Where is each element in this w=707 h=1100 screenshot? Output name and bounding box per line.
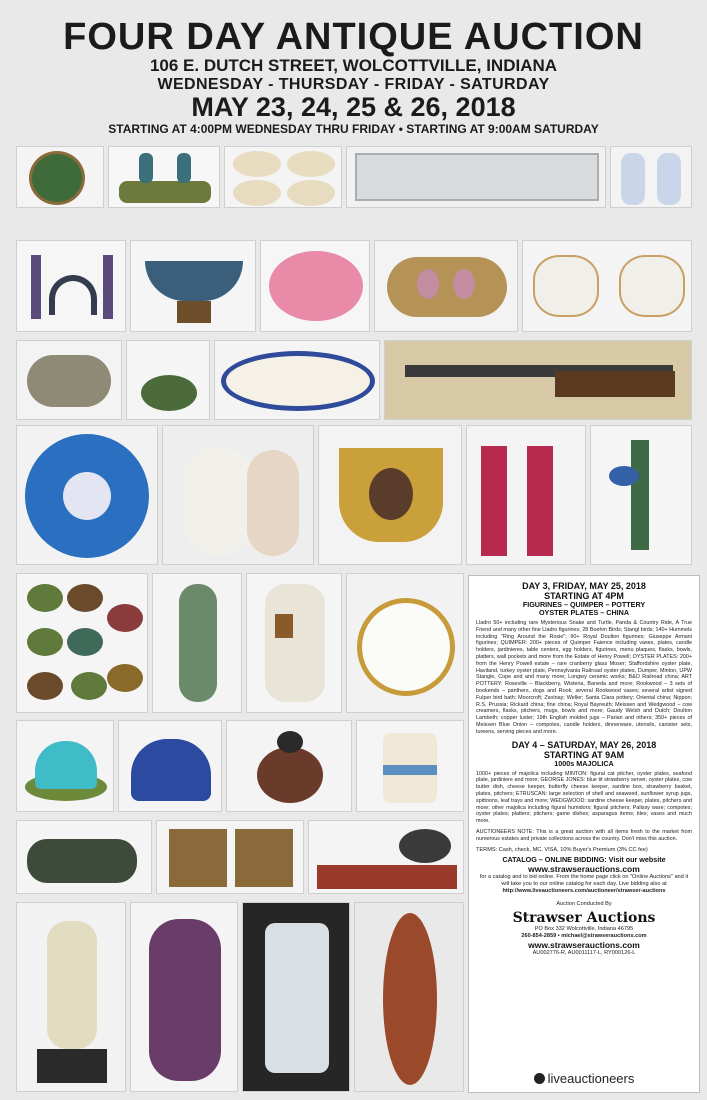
photo-silver-animal-head — [16, 340, 122, 420]
photo-portrait-dish — [374, 240, 518, 332]
day3-category-1: FIGURINES – QUIMPER – POTTERY — [522, 600, 646, 609]
liveauctioneers-logo — [469, 1073, 699, 1084]
liveauctioneers-text: liveauctioneers — [547, 1071, 635, 1086]
license-numbers: AU002776-R, AU0011117-L, RY000126-L — [532, 949, 636, 956]
auction-dates: MAY 23, 24, 25 & 26, 2018 — [191, 92, 516, 122]
photo-carved-eagle — [16, 902, 126, 1092]
photo-cheese-keeper-turquoise — [16, 720, 114, 812]
auction-address: 106 E. DUTCH STREET, WOLCOTTVILLE, INDIANA — [149, 56, 558, 75]
contact-info: 260-854-2859 • michael@strawserauctions.com — [521, 932, 647, 939]
liveauctioneers-icon — [534, 1073, 545, 1084]
start-times: STARTING AT 4:00PM WEDNESDAY THRU FRIDAY • STARTING AT 9:00AM SATURDAY — [108, 122, 599, 136]
photo-crystal-sculpture — [242, 902, 350, 1092]
photo-mocha-pitcher — [356, 720, 464, 812]
photo-pink-oyster-plate — [260, 240, 370, 332]
live-bidding-link[interactable]: http://www.liveauctioneers.com/auctioneer/strawser-auctions — [502, 887, 666, 894]
photo-pocket-watch — [346, 573, 464, 713]
day4-category: 1000s MAJOLICA — [554, 758, 614, 768]
photo-majolica-centerpiece — [108, 146, 220, 208]
photo-cheese-keeper-floral — [118, 720, 222, 812]
conducted-by: Auction Conducted By — [556, 900, 612, 907]
photo-portrait-cup — [318, 425, 462, 565]
photo-rookwood-vase — [130, 902, 238, 1092]
auction-info-panel — [468, 575, 700, 1093]
day3-description: Lladro 50+ including rare Mysterious Snake and Turtle, Panda & Country Ride, A True Friend and many other fine Lladro figurines; 28 Boehm Birds; Stangl birds; 140+ Hummels including "Ring Around the Rosie"; 90+ Royal Doulton figurines; Giuseppe Armani figurines; QUIMPER: 200+ pieces of Quimper Faience including vases, plates, candle holders, jardinieres, table centers, egg holders, figurines, menu plaques, flasks, bowls, platters, wall pockets and more from the Estate of Henry Powell; OYSTER PLATES: 200+ from the Henry Powell estate – rare cranberry glass Moser; Staffordshire oyster plate, Haviland, turkey oyster plate, Pennsylvania Railroad oyster plates, Dumper, Minton, UPW Stangle, Cope and and many more; Longwy ceramic works; B&O Railroad china; ART POTTERY: Roseville – Blackberry, Wisteria, Baneda and more; Rookwood – 3 sets of bookends – panthers, dogs and Rook; several Rookwood vases; several artist signed Fulper bird bath; Moorcroft; Zsolnay; Weller; Santa Clara pottery; Oriental china; Nippon; R.S. Prussia; Rickard china; fine china; Royal Bayreuth; Meissen and Wedgwood – cow creamers, flasks, pitchers, mugs, bowls and more; Gaudy Welsh and Dutch; Doulton Lambeth; copper luster; 19th English molded jugs – Parian and others; 350+ pieces of Meissen Blue Onion – compotes, candle holders, dinnerware, utensils, canister sets, tureens, serving pieces and more. — [476, 620, 692, 735]
photo-horse-bust — [162, 425, 314, 565]
photo-glass-canes — [16, 240, 126, 332]
photo-frog-snake-figure — [126, 340, 210, 420]
photo-air-rifle — [384, 340, 692, 420]
photo-cat-pitcher — [246, 573, 342, 713]
photo-jonah-whale-bank — [308, 820, 464, 894]
photo-blue-white-vases — [610, 146, 692, 208]
day4-description: 1000+ pieces of majolica including MINTON: figural cat pitcher, oyster plates, seafood plate, jardiniere and more; GEORGE JONES: blue tit strawberry server, oyster plates, cow butter dish, cheese keeper, butterfly cheese keeper, sardine box, strawberry basket, plates, pitchers; ETRUSCAN: large selection of shell and seaweed, sunflower syrup jugs, spittoons, leaf trays and more; WEDGWOOD: sardine cheese keeper, plates, pitchers and more; other majolica including figural humidors; figural pitchers; Palissy ware; compotes; oyster plates; platters; pitchers; game dishes; asparagus items; tiles; vases and much more. — [476, 770, 692, 825]
photo-wood-canoe — [354, 902, 464, 1092]
po-box: PO Box 332 Wolcottville, Indiana 46795 — [534, 925, 634, 932]
photo-frog-bank — [16, 820, 152, 894]
auctioneers-note: AUCTIONEERS NOTE: This is a great auction with all items fresh to the market from numerous estates and private collections across the country. Don't miss this auction. — [476, 828, 692, 842]
day4-time: STARTING AT 9AM — [543, 749, 625, 760]
photo-cranberry-castors — [466, 425, 586, 565]
day3-time: STARTING AT 4PM — [544, 591, 624, 601]
day3-heading: DAY 3, FRIDAY, MAY 25, 2018 — [522, 581, 646, 591]
auction-title: FOUR DAY ANTIQUE AUCTION — [63, 16, 644, 58]
company-name: Strawser Auctions — [512, 909, 656, 926]
day3-category-2: OYSTER PLATES – CHINA — [538, 608, 630, 617]
photo-chrome-case — [346, 146, 606, 208]
photo-majolica-jardiniere — [130, 240, 256, 332]
flyer-header — [0, 0, 707, 140]
photo-oyster-plates — [224, 146, 342, 208]
photo-quimper-platter — [214, 340, 380, 420]
catalog-text: for a catalog and to bid online. From the home page click on "Online Auctions" and it will take you to our online catalog for each day. Live bidding also at — [479, 873, 689, 887]
photo-dog-head-pair — [522, 240, 692, 332]
photo-leaf-plates — [16, 573, 148, 713]
auction-days: WEDNESDAY - THURSDAY - FRIDAY - SATURDAY — [157, 76, 550, 93]
catalog-label: CATALOG – ONLINE BIDDING: Visit our website — [502, 854, 666, 864]
website-link-2[interactable]: www.strawserauctions.com — [528, 939, 640, 950]
day4-heading: DAY 4 – SATURDAY, MAY 26, 2018 — [511, 739, 657, 750]
photo-majolica-plate — [16, 146, 104, 208]
photo-teapot — [226, 720, 352, 812]
photo-mermaid-pitcher — [152, 573, 242, 713]
website-link[interactable]: www.strawserauctions.com — [528, 863, 640, 874]
photo-paperweight — [16, 425, 158, 565]
terms: TERMS: Cash, check, MC, VISA, 10% Buyer's Premium (3% CC fee) — [476, 846, 648, 853]
photo-bird-figurine — [590, 425, 692, 565]
photo-bookends — [156, 820, 304, 894]
